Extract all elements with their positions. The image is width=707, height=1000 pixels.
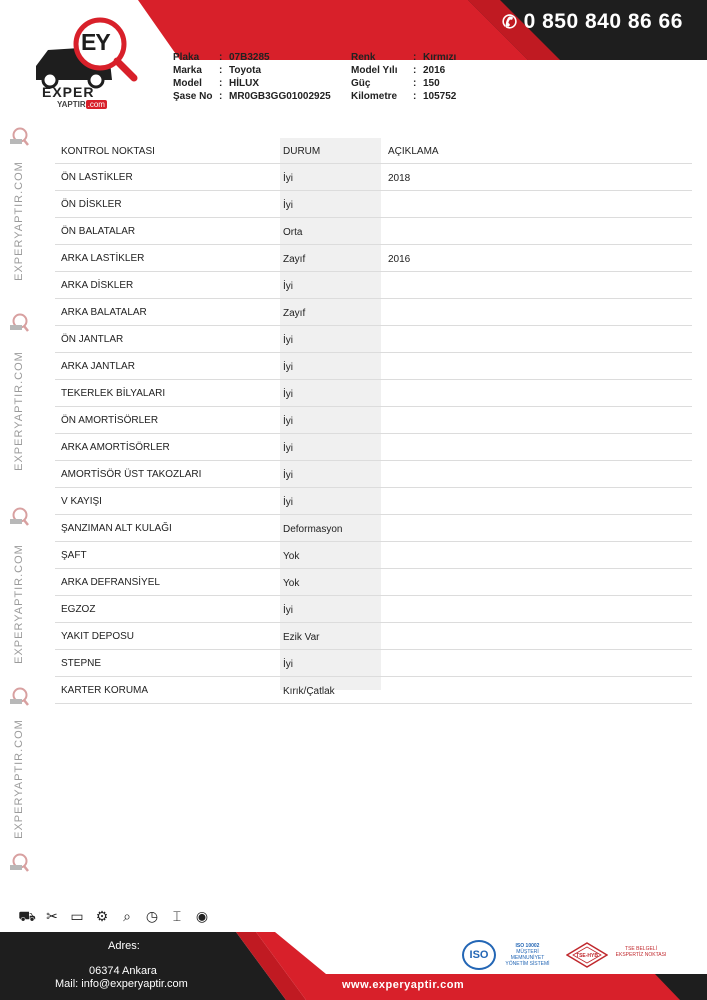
vehicle-info-row <box>173 51 331 64</box>
vehicle-info-row <box>351 51 456 64</box>
status-cell: İyi <box>283 470 293 481</box>
vehicle-info-label: Model <box>173 78 202 89</box>
separator-colon: : <box>413 52 417 63</box>
vehicle-info-row <box>351 90 456 103</box>
watermark-logo-icon <box>8 312 30 334</box>
tse-mark: TSE-HYB <box>576 953 598 959</box>
watermark-logo-icon <box>8 686 30 708</box>
status-cell: İyi <box>283 335 293 346</box>
vehicle-info-row <box>173 77 331 90</box>
table-row <box>55 515 692 542</box>
header-checkpoint: KONTROL NOKTASI <box>61 146 155 157</box>
engine-icon: ⚙ <box>95 908 109 924</box>
inspection-table <box>55 138 692 704</box>
address-label: Adres: <box>108 940 140 952</box>
watermark-logo-icon <box>8 852 30 874</box>
status-cell: Yok <box>283 578 300 589</box>
status-cell: İyi <box>283 281 293 292</box>
status-cell: Zayıf <box>283 308 306 319</box>
separator-colon: : <box>413 65 417 76</box>
watermark-logo-icon <box>8 126 30 148</box>
table-row <box>55 650 692 677</box>
car-lift-icon: ⛟ <box>18 908 36 924</box>
watermark-text: EXPERYAPTIR.COM <box>13 544 25 664</box>
table-row <box>55 596 692 623</box>
checkpoint-cell: KARTER KORUMA <box>61 685 149 696</box>
vehicle-info-value: MR0GB3GG01002925 <box>229 91 331 102</box>
table-row <box>55 218 692 245</box>
header-status: DURUM <box>283 146 321 157</box>
checkpoint-cell: ARKA BALATALAR <box>61 307 147 318</box>
vehicle-info-right <box>351 51 456 103</box>
table-row <box>55 245 692 272</box>
disc-brake-icon: ◉ <box>195 908 209 924</box>
separator-colon: : <box>413 78 417 89</box>
table-row <box>55 434 692 461</box>
checkpoint-cell: V KAYIŞI <box>61 496 102 507</box>
status-cell: Kırık/Çatlak <box>283 686 335 697</box>
status-cell: İyi <box>283 659 293 670</box>
table-row <box>55 272 692 299</box>
phone-number[interactable]: ✆ 0 850 840 86 66 <box>502 10 683 33</box>
contact-mail[interactable]: Mail: info@experyaptir.com <box>55 978 188 990</box>
checkpoint-cell: ÖN DİSKLER <box>61 199 122 210</box>
tse-text: TSE BELGELİ EKSPERTİZ NOKTASI <box>615 946 667 958</box>
checkpoint-cell: ARKA AMORTİSÖRLER <box>61 442 170 453</box>
checkpoint-cell: ŞAFT <box>61 550 87 561</box>
vehicle-info-label: Kilometre <box>351 91 398 102</box>
vehicle-info-row <box>173 90 331 103</box>
checkpoint-cell: STEPNE <box>61 658 102 669</box>
vehicle-info-value: Toyota <box>229 65 262 76</box>
checkpoint-cell: ÖN AMORTİSÖRLER <box>61 415 159 426</box>
logo-sub: YAPTIR .com <box>57 100 105 109</box>
table-row <box>55 407 692 434</box>
vehicle-info-label: Güç <box>351 78 371 89</box>
separator-colon: : <box>413 91 417 102</box>
vehicle-info-label: Şase No <box>173 91 213 102</box>
vehicle-info-value: Kırmızı <box>423 52 457 63</box>
vehicle-info-value: 07B3285 <box>229 52 270 63</box>
status-cell: İyi <box>283 389 293 400</box>
vehicle-info-label: Model Yılı <box>351 65 398 76</box>
iso-text: MÜŞTERİ MEMNUNİYET YÖNETİM SİSTEMİ <box>505 949 550 967</box>
vehicle-info-row <box>173 64 331 77</box>
status-cell: İyi <box>283 416 293 427</box>
vehicle-info-value: 105752 <box>423 91 457 102</box>
separator-colon: : <box>219 78 223 89</box>
table-row <box>55 569 692 596</box>
checkpoint-cell: ŞANZIMAN ALT KULAĞI <box>61 523 172 534</box>
watermark-text: EXPERYAPTIR.COM <box>13 351 25 471</box>
table-row <box>55 623 692 650</box>
table-row <box>55 326 692 353</box>
status-cell: Zayıf <box>283 254 306 265</box>
table-row <box>55 677 692 704</box>
vehicle-info-value: 2016 <box>423 65 446 76</box>
chassis-icon: ⌶ <box>172 908 182 924</box>
battery-icon: ▭ <box>70 908 84 924</box>
vehicle-info-label: Renk <box>351 52 376 63</box>
address-city: 06374 Ankara <box>89 965 157 977</box>
checkpoint-cell: YAKIT DEPOSU <box>61 631 134 642</box>
table-row <box>55 542 692 569</box>
service-icons <box>18 907 211 925</box>
gauge-icon: ◷ <box>145 908 159 924</box>
logo-initials: EY <box>81 29 110 55</box>
checkpoint-cell: ÖN BALATALAR <box>61 226 136 237</box>
separator-colon: : <box>219 91 223 102</box>
checkpoint-cell: ARKA LASTİKLER <box>61 253 145 264</box>
vehicle-info-left <box>173 51 331 103</box>
iso-badge <box>462 940 555 970</box>
status-cell: İyi <box>283 605 293 616</box>
status-cell: Orta <box>283 227 303 238</box>
checkpoint-cell: ARKA DİSKLER <box>61 280 134 291</box>
status-cell: İyi <box>283 173 293 184</box>
checkpoint-cell: ÖN JANTLAR <box>61 334 124 345</box>
table-header-row <box>55 138 692 164</box>
iso-logo: ISO <box>462 940 496 970</box>
checkpoint-cell: ARKA DEFRANSİYEL <box>61 577 160 588</box>
description-cell: 2018 <box>388 173 411 184</box>
vehicle-info-label: Plaka <box>173 52 200 63</box>
status-cell: İyi <box>283 497 293 508</box>
vehicle-info-value: HİLUX <box>229 78 259 89</box>
tse-logo <box>566 942 608 968</box>
iso-number: ISO 10002 <box>515 943 540 949</box>
car-search-icon: ⌕ <box>123 908 131 924</box>
watermark-text: EXPERYAPTIR.COM <box>13 161 25 281</box>
table-row <box>55 488 692 515</box>
separator-colon: : <box>219 52 223 63</box>
logo-name: EXPER <box>42 84 95 100</box>
vehicle-info-value: 150 <box>423 78 440 89</box>
status-cell: İyi <box>283 443 293 454</box>
description-cell: 2016 <box>388 254 411 265</box>
phone-icon: ✆ <box>502 11 518 32</box>
header-description: AÇIKLAMA <box>388 146 439 157</box>
vehicle-info-label: Marka <box>173 65 202 76</box>
table-row <box>55 353 692 380</box>
checkpoint-cell: AMORTİSÖR ÜST TAKOZLARI <box>61 469 202 480</box>
checkpoint-cell: TEKERLEK BİLYALARI <box>61 388 166 399</box>
status-cell: İyi <box>283 200 293 211</box>
table-row <box>55 164 692 191</box>
checkpoint-cell: ÖN LASTİKLER <box>61 172 133 183</box>
separator-colon: : <box>219 65 223 76</box>
status-cell: Ezik Var <box>283 632 320 643</box>
vehicle-info-row <box>351 64 456 77</box>
watermark-logo-icon <box>8 506 30 528</box>
table-row <box>55 461 692 488</box>
status-cell: Yok <box>283 551 300 562</box>
status-cell: İyi <box>283 362 293 373</box>
checkpoint-cell: EGZOZ <box>61 604 96 615</box>
watermark-text: EXPERYAPTIR.COM <box>13 719 25 839</box>
website-link[interactable]: www.experyaptir.com <box>342 979 465 991</box>
table-row <box>55 299 692 326</box>
tools-icon: ✂ <box>46 908 58 924</box>
status-cell: Deformasyon <box>283 524 343 535</box>
vehicle-info-row <box>351 77 456 90</box>
checkpoint-cell: ARKA JANTLAR <box>61 361 135 372</box>
table-row <box>55 191 692 218</box>
table-row <box>55 380 692 407</box>
